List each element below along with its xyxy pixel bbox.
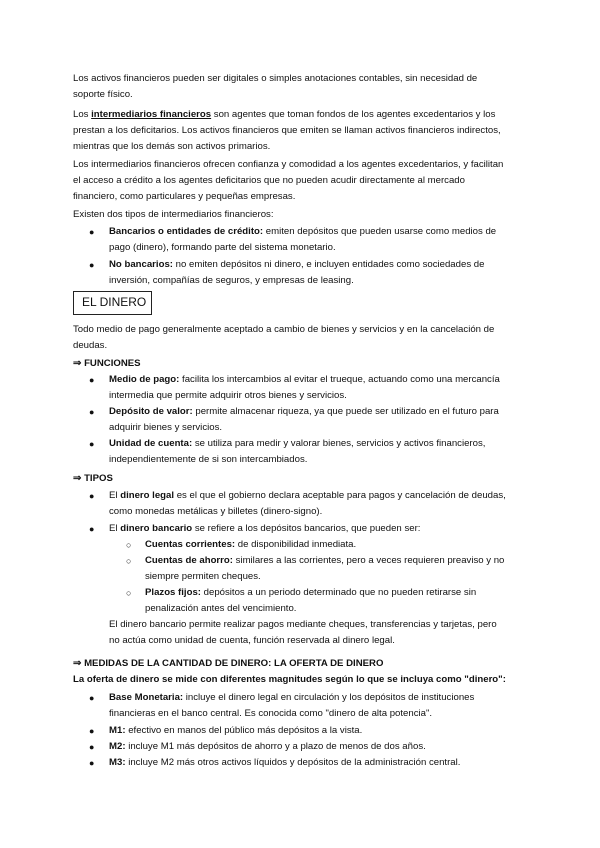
sub-list-item: Cuentas corrientes: de disponibilidad inmediata. — [145, 539, 357, 550]
arrow-icon: ⇒ — [73, 358, 82, 369]
bullet-icon: ● — [89, 407, 95, 417]
list-item-cont: adquirir bienes y servicios. — [109, 422, 223, 433]
section-title: EL DINERO — [82, 295, 147, 309]
list-item: El dinero bancario se refiere a los depósitos bancarios, que pueden ser: — [109, 523, 421, 534]
bullet-icon: ● — [89, 491, 95, 501]
list-item: El dinero legal es el que el gobierno declara aceptable para pagos y cancelación de deudas, — [109, 490, 506, 501]
sub-list-item: Cuentas de ahorro: similares a las corrientes, pero a veces requieren preaviso y no — [145, 555, 505, 566]
tipos-heading: ⇒ TIPOS — [73, 473, 113, 484]
paragraph-line: prestan a los deficitarios. Los activos financieros que emiten se llaman activos financieros indirectos, — [73, 125, 501, 136]
arrow-icon: ⇒ — [73, 473, 82, 484]
bullet-icon: ● — [89, 227, 95, 237]
bullet-icon: ● — [89, 375, 95, 385]
bullet-icon: ● — [89, 726, 95, 736]
paragraph-line: el acceso a crédito a los agentes deficitarios que no pueden acudir directamente al mercado — [73, 175, 465, 186]
circle-bullet-icon: ○ — [126, 588, 132, 598]
medidas-subheading: La oferta de dinero se mide con diferentes magnitudes según lo que se incluya como "dinero": — [73, 674, 506, 685]
paragraph-line: mientras que los demás son activos primarios. — [73, 141, 271, 152]
paragraph-line: Todo medio de pago generalmente aceptado a cambio de bienes y servicios y en la cancelación de — [73, 324, 495, 335]
list-item-cont: financieras en el banco central. Es conocida como "dinero de alta potencia". — [109, 708, 433, 719]
list-item: Unidad de cuenta: se utiliza para medir y valorar bienes, servicios y activos financieros, — [109, 438, 486, 449]
paragraph-line: financiero, como particulares y pequeñas empresas. — [73, 191, 296, 202]
paragraph-line: Los activos financieros pueden ser digitales o simples anotaciones contables, sin necesidad de — [73, 73, 478, 84]
paragraph-line: deudas. — [73, 340, 108, 351]
paragraph-line: El dinero bancario permite realizar pagos mediante cheques, transferencias y tarjetas, pero — [109, 619, 497, 630]
sub-list-item-cont: siempre permiten cheques. — [145, 571, 261, 582]
medidas-heading: ⇒ MEDIDAS DE LA CANTIDAD DE DINERO: LA OFERTA DE DINERO — [73, 658, 384, 669]
list-item-cont: como monedas metálicas y billetes (dinero-signo). — [109, 506, 323, 517]
list-item-cont: independientemente de si son intercambiados. — [109, 454, 308, 465]
paragraph-line: Los intermediarios financieros ofrecen confianza y comodidad a los agentes excedentarios, y facilitan — [73, 159, 504, 170]
paragraph-line: Existen dos tipos de intermediarios financieros: — [73, 209, 274, 220]
bullet-icon: ● — [89, 758, 95, 768]
bullet-icon: ● — [89, 439, 95, 449]
list-item: M1: efectivo en manos del público más depósitos a la vista. — [109, 725, 363, 736]
paragraph-line: soporte físico. — [73, 89, 133, 100]
list-item-cont: pago (dinero), formando parte del sistema monetario. — [109, 242, 336, 253]
bullet-icon: ● — [89, 693, 95, 703]
list-item-cont: intermedia que permite adquirir otros bienes y servicios. — [109, 390, 347, 401]
list-item: Medio de pago: facilita los intercambios al evitar el trueque, actuando como una mercancía — [109, 374, 500, 385]
list-item-cont: inversión, compañías de seguros, y empresas de leasing. — [109, 275, 354, 286]
paragraph-line: no actúa como unidad de cuenta, función reservada al dinero legal. — [109, 635, 395, 646]
list-item: Depósito de valor: permite almacenar riqueza, ya que puede ser utilizado en el futuro para — [109, 406, 499, 417]
sub-list-item-cont: penalización antes del vencimiento. — [145, 603, 297, 614]
bullet-icon: ● — [89, 742, 95, 752]
list-item: M3: incluye M2 más otros activos líquidos y depósitos de la administración central. — [109, 757, 461, 768]
bullet-icon: ● — [89, 260, 95, 270]
list-item: M2: incluye M1 más depósitos de ahorro y a plazo de menos de dos años. — [109, 741, 426, 752]
list-item: No bancarios: no emiten depósitos ni dinero, e incluyen entidades como sociedades de — [109, 259, 485, 270]
section-title-box — [73, 291, 152, 315]
arrow-icon: ⇒ — [73, 658, 82, 669]
list-item: Base Monetaria: incluye el dinero legal en circulación y los depósitos de instituciones — [109, 692, 475, 703]
funciones-heading: ⇒ FUNCIONES — [73, 358, 141, 369]
paragraph-line: Los intermediarios financieros son agentes que toman fondos de los agentes excedentarios y los — [73, 109, 496, 120]
list-item: Bancarios o entidades de crédito: emiten depósitos que pueden usarse como medios de — [109, 226, 497, 237]
sub-list-item: Plazos fijos: depósitos a un periodo determinado que no pueden retirarse sin — [145, 587, 477, 598]
circle-bullet-icon: ○ — [126, 540, 132, 550]
bullet-icon: ● — [89, 524, 95, 534]
intermediarios-link: intermediarios financieros — [91, 109, 212, 120]
circle-bullet-icon: ○ — [126, 556, 132, 566]
